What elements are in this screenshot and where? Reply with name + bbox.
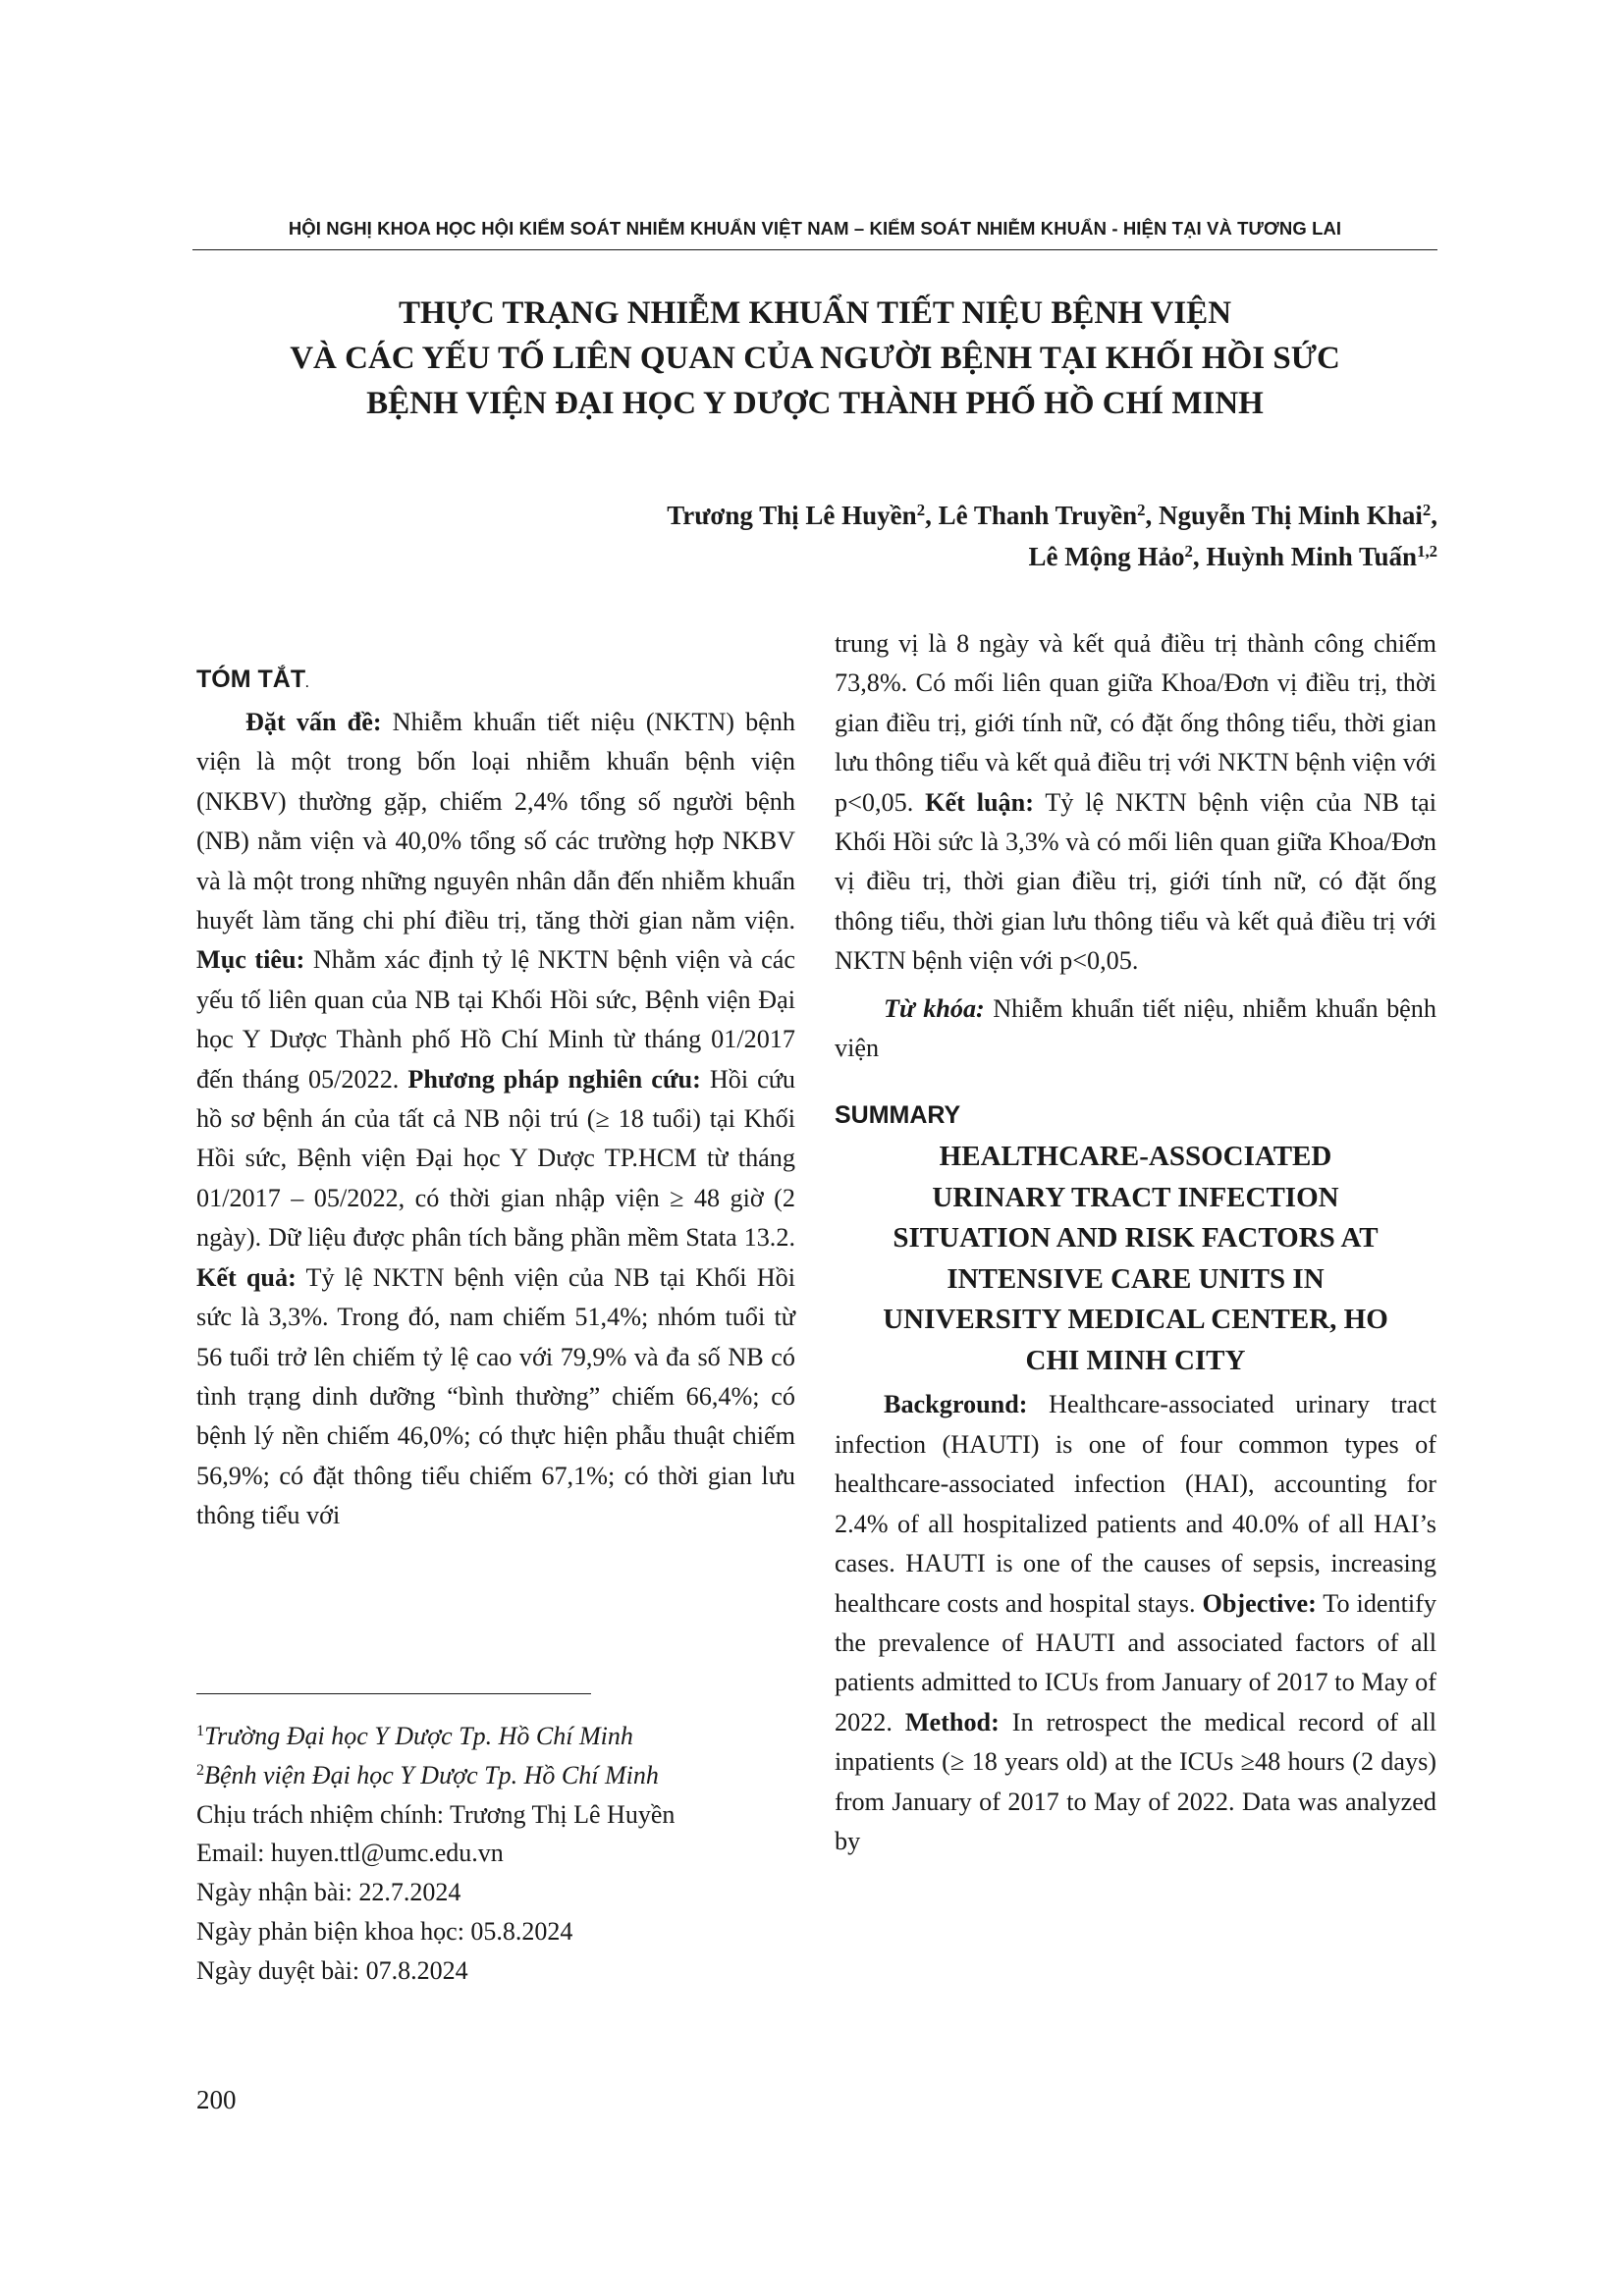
- title-line: VÀ CÁC YẾU TỐ LIÊN QUAN CỦA NGƯỜI BỆNH TẠI KHỐI HỒI SỨC: [290, 341, 1340, 376]
- summary-title-line: UNIVERSITY MEDICAL CENTER, HO: [883, 1304, 1388, 1336]
- footnote-rule: [196, 1693, 591, 1694]
- abstract-heading-text: TÓM TẮT: [196, 666, 306, 693]
- abstract-heading-mark: .: [305, 676, 309, 690]
- text-background-en: Healthcare-associated urinary tract infection (HAUTI) is one of four common types of healthcare-associated infection (HAI), accounting for 2.4% of all hospitalized patients and 40.0% of all HAI’s cases. HAUTI is one of the causes of sepsis, increasing healthcare costs and hospital stays.: [835, 1390, 1436, 1618]
- running-header: HỘI NGHỊ KHOA HỌC HỘI KIỂM SOÁT NHIỄM KHUẨN VIỆT NAM – KIỂM SOÁT NHIỄM KHUẨN - HIỆN TẠI VÀ TƯƠNG LAI: [288, 218, 1342, 239]
- summary-title-line: URINARY TRACT INFECTION: [932, 1181, 1339, 1213]
- abstract-paragraph: [196, 703, 795, 1536]
- abstract-paragraph-continued: [835, 624, 1436, 982]
- author-line: [667, 536, 1437, 577]
- corresponding-author: Chịu trách nhiệm chính: Trương Thị Lê Huyền: [196, 1799, 676, 1829]
- author-separator: ,: [1145, 501, 1160, 530]
- author-affiliation: 2: [1184, 541, 1193, 561]
- page-number: 200: [196, 2085, 237, 2114]
- text-objective-en: To identify the prevalence of HAUTI and associated factors of all patients admitted to ICUs from January of 2017 to May of 2022.: [835, 1588, 1436, 1736]
- footnotes: [196, 1717, 805, 1991]
- affiliation-2: [196, 1756, 805, 1795]
- affiliation-sup: 1: [196, 1723, 205, 1740]
- date-reviewed: Ngày phản biện khoa học: 05.8.2024: [196, 1916, 573, 1946]
- label-objective: Mục tiêu:: [196, 945, 305, 975]
- summary-paragraph: [835, 1385, 1436, 1861]
- keywords: [835, 989, 1436, 1069]
- summary-title-line: SITUATION AND RISK FACTORS AT: [893, 1222, 1379, 1255]
- date-accepted: Ngày duyệt bài: 07.8.2024: [196, 1955, 468, 1985]
- summary-heading: SUMMARY: [835, 1101, 961, 1130]
- right-column: [835, 624, 1436, 1861]
- author-affiliation: 2: [1422, 500, 1432, 519]
- author-name: Huỳnh Minh Tuấn: [1206, 542, 1418, 571]
- author-separator: ,: [925, 501, 939, 530]
- keywords-label: Từ khóa:: [884, 993, 985, 1023]
- text-background: Nhiễm khuẩn tiết niệu (NKTN) bệnh viện là một trong bốn loại nhiễm khuẩn bệnh viện (NKBV) thường gặp, chiếm 2,4% tổng số người bệnh (NB) nằm viện và 40,0% tổng số các trường hợp NKBV và là một trong những nguyên nhân dẫn đến nhiễm khuẩn huyết làm tăng chi phí điều trị, tăng thời gian nằm viện.: [196, 708, 796, 935]
- summary-title-line: HEALTHCARE-ASSOCIATED: [939, 1141, 1332, 1173]
- affiliation-text: Trường Đại học Y Dược Tp. Hồ Chí Minh: [204, 1722, 633, 1750]
- text-results-cont: trung vị là 8 ngày và kết quả điều trị thành công chiếm 73,8%. Có mối liên quan giữa Khoa/Đơn vị điều trị, thời gian điều trị, giới tính nữ, có đặt ống thông tiểu, thời gian lưu thông tiểu và kết quả điều trị với NKTN bệnh viện với p<0,05.: [835, 629, 1436, 817]
- author-affiliation: 2: [1137, 500, 1146, 519]
- label-method: Phương pháp nghiên cứu:: [407, 1064, 701, 1094]
- summary-title-line: INTENSIVE CARE UNITS IN: [947, 1262, 1325, 1295]
- author-line: [667, 495, 1437, 536]
- author-name: Lê Thanh Truyền: [938, 501, 1138, 530]
- text-method-en: In retrospect the medical record of all inpatients (≥ 18 years old) at the ICUs ≥48 hours (2 days) from January of 2017 to May of 2022. Data was analyzed by: [835, 1707, 1436, 1855]
- label-background-en: Background:: [884, 1390, 1028, 1419]
- article-title: [157, 291, 1473, 426]
- left-column: [196, 660, 795, 1536]
- author-name: Lê Mộng Hảo: [1028, 542, 1185, 571]
- text-results: Tỷ lệ NKTN bệnh viện của NB tại Khối Hồi sức là 3,3%. Trong đó, nam chiếm 51,4%; nhóm tuổi từ 56 tuổi trở lên chiếm tỷ lệ cao với 79,9% và đa số NB có tình trạng dinh dưỡng “bình thường” chiếm 66,4%; có bệnh lý nền chiếm 46,0%; có thực hiện phẫu thuật chiếm 56,9%; có đặt thông tiểu chiếm 67,1%; có thời gian lưu thông tiểu với: [196, 1262, 795, 1530]
- summary-title-line: CHI MINH CITY: [1025, 1344, 1246, 1376]
- label-results: Kết quả:: [196, 1262, 297, 1292]
- author-separator: ,: [1431, 501, 1437, 530]
- author-affiliation: 2: [916, 500, 926, 519]
- abstract-heading: [196, 660, 795, 703]
- email: Email: huyen.ttl@umc.edu.vn: [196, 1839, 504, 1868]
- header-rule: [192, 249, 1437, 250]
- label-background: Đặt vấn đề:: [245, 708, 382, 736]
- text-method: Hồi cứu hồ sơ bệnh án của tất cả NB nội trú (≥ 18 tuổi) tại Khối Hồi sức, Bệnh viện Đại học Y Dược TP.HCM từ tháng 01/2017 – 05/2022, có thời gian nhập viện ≥ 48 giờ (2 ngày). Dữ liệu được phân tích bằng phần mềm Stata 13.2.: [196, 1064, 795, 1253]
- title-line: THỰC TRẠNG NHIỄM KHUẨN TIẾT NIỆU BỆNH VIỆN: [398, 295, 1232, 331]
- label-objective-en: Objective:: [1202, 1588, 1317, 1618]
- author-name: Trương Thị Lê Huyền: [667, 501, 917, 530]
- date-received: Ngày nhận bài: 22.7.2024: [196, 1878, 461, 1907]
- text-objective: Nhằm xác định tỷ lệ NKTN bệnh viện và các yếu tố liên quan của NB tại Khối Hồi sức, Bệnh viện Đại học Y Dược Thành phố Hồ Chí Minh từ tháng 01/2017 đến tháng 05/2022.: [196, 945, 795, 1094]
- affiliation-sup: 2: [196, 1761, 205, 1779]
- author-separator: ,: [1192, 542, 1207, 571]
- author-list: [667, 495, 1437, 577]
- author-name: Nguyễn Thị Minh Khai: [1159, 501, 1423, 530]
- author-affiliation: 1,2: [1417, 541, 1437, 561]
- keywords-text: Nhiễm khuẩn tiết niệu, nhiễm khuẩn bệnh viện: [835, 993, 1436, 1063]
- affiliation-text: Bệnh viện Đại học Y Dược Tp. Hồ Chí Minh: [204, 1760, 659, 1789]
- label-method-en: Method:: [904, 1707, 1000, 1736]
- title-line: BỆNH VIỆN ĐẠI HỌC Y DƯỢC THÀNH PHỐ HỒ CHÍ MINH: [366, 386, 1264, 421]
- affiliation-1: [196, 1717, 805, 1756]
- text-conclusion: Tỷ lệ NKTN bệnh viện của NB tại Khối Hồi sức là 3,3% và có mối liên quan giữa Khoa/Đơn vị điều trị, thời gian điều trị, giới tính nữ, có đặt ống thông tiểu, thời gian lưu thông tiểu và kết quả điều trị với NKTN bệnh viện với p<0,05.: [835, 787, 1436, 976]
- summary-title: [835, 1137, 1436, 1381]
- label-conclusion: Kết luận:: [925, 787, 1034, 817]
